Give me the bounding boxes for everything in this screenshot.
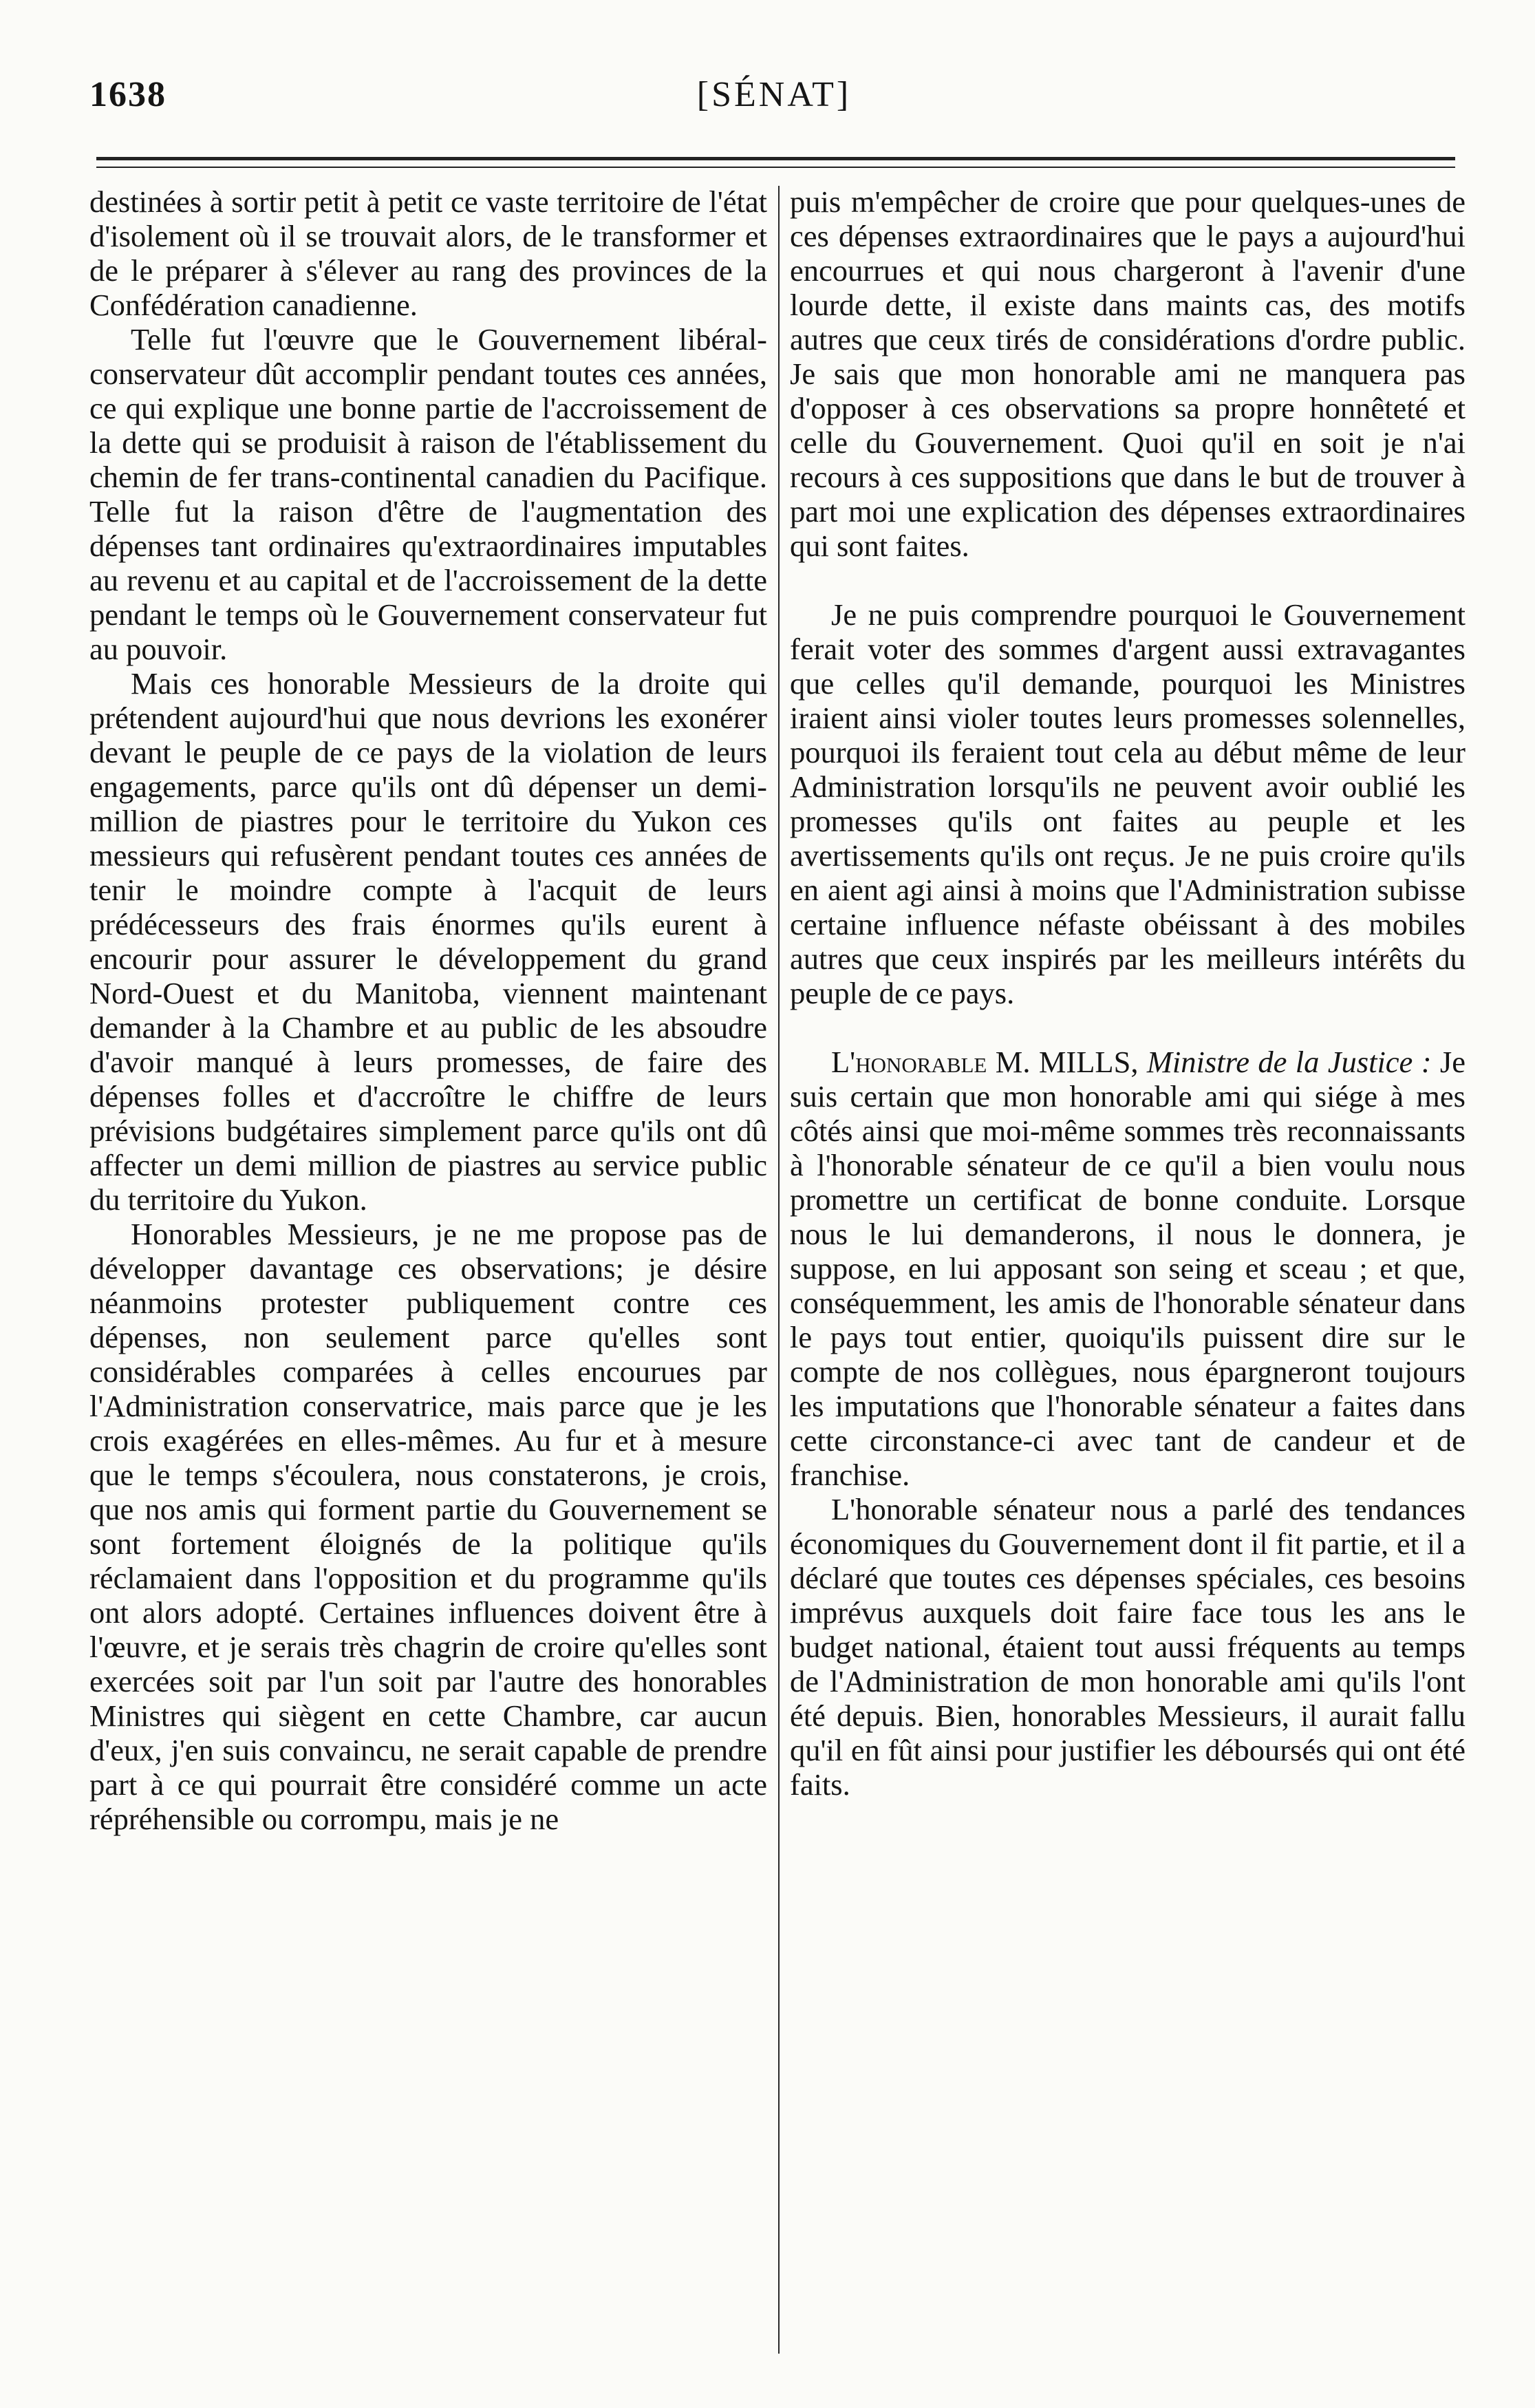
paragraph: Je ne puis comprendre pourquoi le Gouvernement ferait voter des sommes d'argent aussi extravagantes que celles qu'il demande, pourquoi les Ministres iraient ainsi violer toutes leurs promesses solennelles, pourquoi ils feraient tout cela au début même de leur Administration lorsqu'ils ne peuvent avoir oublié les promesses qu'ils ont faites au peuple et les avertissements qu'ils ont reçus. Je ne puis croire qu'ils en aient agi ainsi à moins que l'Administration subisse certaine influence néfaste obéissant à des mobiles autres que ceux inspirés par les meilleurs intérêts du peuple de ce pays. bbox=[790, 597, 1466, 1010]
speaker-role: Ministre de la Justice : bbox=[1146, 1045, 1432, 1079]
page-header bbox=[89, 74, 1459, 122]
speaker-name: L'honorable M. MILLS, bbox=[831, 1045, 1139, 1079]
paragraph: L'honorable sénateur nous a parlé des tendances économiques du Gouvernement dont il fit partie, et il a déclaré que toutes ces dépenses spéciales, ces besoins imprévus auxquels doit faire face tous les ans le budget national, étaient tout aussi fréquents au temps de l'Administration de mon honorable ami qu'ils l'ont été depuis. Bien, honorables Messieurs, il aurait fallu qu'il en fût ainsi pour justifier les déboursés qui ont été faits. bbox=[790, 1492, 1466, 1802]
header-rule-thick bbox=[96, 157, 1455, 160]
page-number: 1638 bbox=[89, 75, 167, 114]
left-column bbox=[89, 184, 767, 1836]
paragraph: destinées à sortir petit à petit ce vaste territoire de l'état d'isolement où il se trouvait alors, de le transformer et de le préparer à s'élever au rang des provinces de la Confédération canadienne. bbox=[89, 184, 767, 322]
paragraph: Telle fut l'œuvre que le Gouvernement libéral-conservateur dût accomplir pendant toutes ces années, ce qui explique une bonne partie de l'accroissement de la dette qui se produisit à raison de l'établissement du chemin de fer trans-continental canadien du Pacifique. Telle fut la raison d'être de l'augmentation des dépenses tant ordinaires qu'extraordinaires imputables au revenu et au capital et de l'accroissement de la dette pendant le temps où le Gouvernement conservateur fut au pouvoir. bbox=[89, 322, 767, 666]
right-column bbox=[790, 184, 1466, 1802]
paragraph: Honorables Messieurs, je ne me propose pas de développer davantage ces observations; je désire néanmoins protester publiquement contre ces dépenses, non seulement parce qu'elles sont considérables comparées à celles encourues par l'Administration conservatrice, mais parce que je les crois exagérées en elles-mêmes. Au fur et à mesure que le temps s'écoulera, nous constaterons, je crois, que nos amis qui forment partie du Gouvernement se sont fortement éloignés de la politique qu'ils réclamaient dans l'opposition et du programme qu'ils ont alors adopté. Certaines influences doivent être à l'œuvre, et je serais très chagrin de croire qu'elles sont exercées soit par l'un soit par l'autre des honorables Ministres qui siègent en cette Chambre, car aucun d'eux, j'en suis convaincu, ne serait capable de prendre part à ce qui pourrait être considéré comme un acte répréhensible ou corrompu, mais je ne bbox=[89, 1217, 767, 1836]
running-head: [SÉNAT] bbox=[696, 75, 852, 114]
header-rule-thin bbox=[96, 167, 1455, 168]
speech-text: Je suis certain que mon honorable ami qui siége à mes côtés ainsi que moi-même sommes très reconnaissants à l'honorable sénateur de ce qu'il a bien voulu nous promettre un certificat de bonne conduite. Lorsque nous le lui demanderons, il nous le donnera, je suppose, en lui apposant son seing et sceau ; et que, conséquemment, les amis de l'honorable sénateur dans le pays tout entier, quoiqu'ils puissent dire sur le compte de nos collègues, nous épargneront toujours les imputations que l'honorable sénateur a faites dans cette circonstance-ci avec tant de candeur et de franchise. bbox=[790, 1045, 1466, 1492]
paragraph: Mais ces honorable Messieurs de la droite qui prétendent aujourd'hui que nous devrions les exonérer devant le peuple de ce pays de la violation de leurs engagements, parce qu'ils ont dû dépenser un demi-million de piastres pour le territoire du Yukon ces messieurs qui refusèrent pendant toutes ces années de tenir le moindre compte à l'acquit de leurs prédécesseurs des frais énormes qu'ils eurent à encourir pour assurer le développement du grand Nord-Ouest et du Manitoba, viennent maintenant demander à la Chambre et au public de les absoudre d'avoir manqué à leurs promesses, de faire des dépenses folles et d'accroître le chiffre de leurs prévisions budgétaires simplement parce qu'ils ont dû affecter un demi million de piastres au service public du territoire du Yukon. bbox=[89, 666, 767, 1217]
speech-paragraph bbox=[790, 1045, 1466, 1492]
paragraph: puis m'empêcher de croire que pour quelques-unes de ces dépenses extraordinaires que le pays a aujourd'hui encourrues et qui nous chargeront à l'avenir d'une lourde dette, il existe dans maints cas, des motifs autres que ceux tirés de considérations d'ordre public. Je sais que mon honorable ami ne manquera pas d'opposer à ces observations sa propre honnêteté et celle du Gouvernement. Quoi qu'il en soit je n'ai recours à ces suppositions que dans le but de trouver à part moi une explication des dépenses extraordinaires qui sont faites. bbox=[790, 184, 1466, 563]
column-divider bbox=[778, 186, 780, 2354]
